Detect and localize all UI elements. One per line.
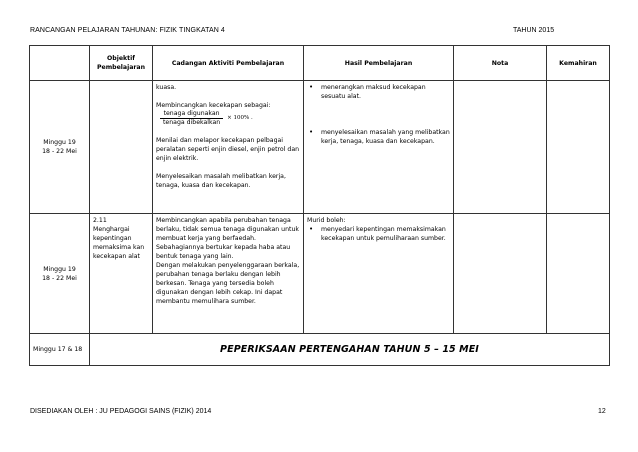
activity-text: Membincangkan kecekapan sebagai: — [156, 102, 271, 109]
week-cell — [30, 81, 90, 214]
header-skill: Kemahiran — [547, 46, 610, 81]
table-row — [30, 334, 610, 366]
exam-banner: PEPERIKSAAN PERTENGAHAN TAHUN 5 – 15 MEI — [90, 334, 610, 366]
efficiency-formula — [156, 110, 300, 127]
activity-text: Membincangkan apabila perubahan tenaga berlaku, tidak semua tenaga digunakan untuk membuat kerja yang berfaedah. Sebahagiannya bertukar kepada haba atau bentuk tenaga yang lain. — [156, 217, 299, 260]
activity-cell — [153, 214, 304, 334]
lesson-plan-table — [29, 45, 610, 366]
outcome-list — [307, 83, 450, 101]
outcome-cell — [304, 81, 454, 214]
activity-text: kuasa. — [156, 84, 177, 91]
activity-text: Menilai dan melapor kecekapan pelbagai peralatan seperti enjin diesel, enjin petrol dan enjin elektrik. — [156, 137, 300, 162]
formula-denominator: tenaga dibekalkan — [163, 119, 221, 126]
list-item: • menyelesaikan masalah yang melibatkan kerja, tenaga, kuasa dan kecekapan. — [317, 128, 450, 146]
objective-number: 2.11 — [93, 217, 107, 224]
week-cell: Minggu 17 & 18 — [30, 334, 90, 366]
formula-numerator: tenaga digunakan — [160, 110, 223, 119]
list-item: • menerangkan maksud kecekapan sesuatu alat. — [317, 83, 450, 101]
note-cell — [454, 81, 547, 214]
outcome-cell — [304, 214, 454, 334]
header-note: Nota — [454, 46, 547, 81]
header-week — [30, 46, 90, 81]
document-year: TAHUN 2015 — [513, 27, 555, 34]
table-row — [30, 214, 610, 334]
week-dates: 18 - 22 Mei — [42, 274, 77, 282]
activity-cell — [153, 81, 304, 214]
week-dates: 18 - 22 Mei — [42, 148, 77, 155]
activity-text: Menyelesaikan masalah melibatkan kerja, tenaga, kuasa dan kecekapan. — [156, 173, 286, 189]
header-objective: Objektif Pembelajaran — [90, 46, 153, 81]
week-label: Minggu 19 — [43, 139, 76, 146]
document-title: RANCANGAN PELAJARAN TAHUNAN: FIZIK TINGKATAN 4 — [30, 27, 225, 34]
note-cell — [454, 214, 547, 334]
outcome-list — [307, 225, 450, 243]
activity-text: Dengan melakukan penyelenggaraan berkala, perubahan tenaga berlaku dengan lebih berkesan. Tenaga yang tersedia boleh digunakan dengan lebih cekap. Ini dapat membantu memulihara sumber. — [156, 262, 300, 305]
header-outcome: Hasil Pembelajaran — [304, 46, 454, 81]
table-row — [30, 81, 610, 214]
header-activity: Cadangan Aktiviti Pembelajaran — [153, 46, 304, 81]
list-item: • menyedari kepentingan memaksimakan kecekapan untuk pemuliharaan sumber. — [317, 225, 450, 243]
objective-cell — [90, 214, 153, 334]
page-number: 12 — [598, 408, 606, 415]
week-cell — [30, 214, 90, 334]
objective-cell — [90, 81, 153, 214]
footer-prepared-by: DISEDIAKAN OLEH : JU PEDAGOGI SAINS (FIZIK) 2014 — [30, 408, 212, 415]
table-header-row — [30, 46, 610, 81]
objective-text: Menghargai kepentingan memaksima kan kecekapan alat — [93, 226, 145, 260]
skill-cell — [547, 214, 610, 334]
skill-cell — [547, 81, 610, 214]
outcome-intro: Murid boleh: — [307, 217, 346, 224]
outcome-list — [307, 128, 450, 146]
week-label: Minggu 19 — [43, 265, 76, 273]
formula-multiplier: × 100% . — [227, 115, 253, 121]
